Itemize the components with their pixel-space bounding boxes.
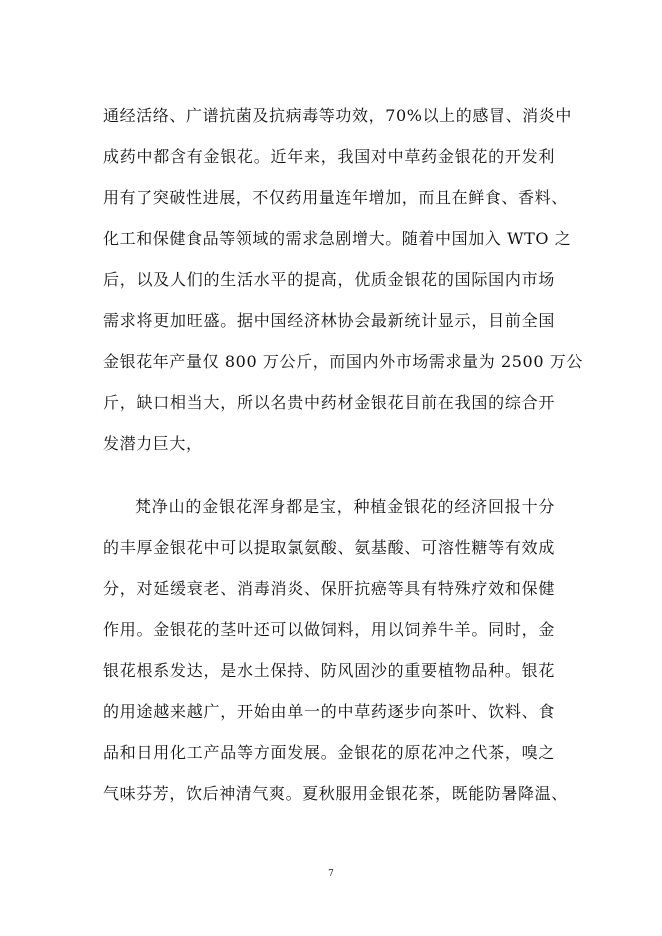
text-line: 气味芬芳，饮后神清气爽。夏秋服用金银花茶，既能防暑降温、 (103, 784, 568, 803)
page-number: 7 (328, 869, 334, 879)
text-line: 品和日用化工产品等方面发展。金银花的原花冲之代茶，嗅之 (103, 743, 555, 762)
text-line: 斤，缺口相当大，所以名贵中药材金银花目前在我国的综合开 (103, 393, 555, 412)
text-line: 分，对延缓衰老、消毒消炎、保肝抗癌等具有特殊疗效和保健 (103, 579, 555, 598)
text-line: 发潜力巨大， (103, 434, 203, 453)
text-line: 金银花年产量仅 800 万公斤，而国内外市场需求量为 2500 万公 (103, 352, 584, 371)
text-line: 需求将更加旺盛。据中国经济林协会最新统计显示，目前全国 (103, 311, 555, 330)
text-line: 用有了突破性进展，不仅药用量连年增加，而且在鲜食、香料、 (103, 188, 568, 207)
text-line: 化工和保健食品等领域的需求急剧增大。随着中国加入 WTO 之 (103, 229, 572, 248)
text-line: 通经活络、广谱抗菌及抗病毒等功效，70%以上的感冒、消炎中 (103, 106, 572, 125)
text-line: 成药中都含有金银花。近年来，我国对中草药金银花的开发利 (103, 147, 555, 166)
text-line: 银花根系发达，是水土保持、防风固沙的重要植物品种。银花 (103, 661, 555, 680)
text-line: 的丰厚金银花中可以提取氯氨酸、氨基酸、可溶性糖等有效成 (103, 538, 555, 557)
text-line: 的用途越来越广，开始由单一的中草药逐步向茶叶、饮料、食 (103, 702, 555, 721)
text-line: 梵净山的金银花浑身都是宝，种植金银花的经济回报十分 (135, 497, 555, 516)
text-line: 作用。金银花的茎叶还可以做饲料，用以饲养牛羊。同时，金 (103, 620, 555, 639)
text-line: 后，以及人们的生活水平的提高，优质金银花的国际国内市场 (103, 270, 555, 289)
